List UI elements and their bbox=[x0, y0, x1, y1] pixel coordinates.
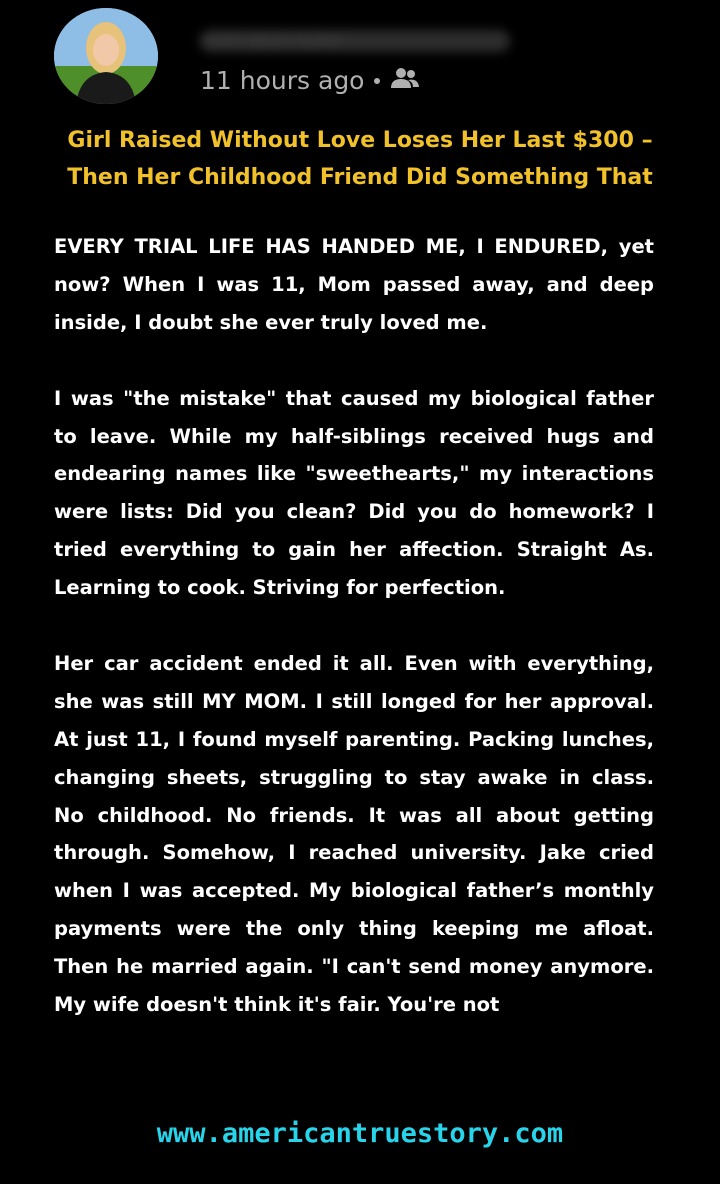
avatar[interactable] bbox=[54, 8, 158, 104]
story-paragraph: I was "the mistake" that caused my biological father to leave. While my half-siblings received hugs and endearing names like "sweethearts," my interactions were lists: Did you clean? Did you do homework? I tried everything to gain her affection. Straight As. Learning to cook. Striving for perfection. bbox=[54, 386, 654, 600]
post-meta bbox=[200, 66, 420, 95]
story-body bbox=[54, 228, 654, 1062]
website-watermark: www.americantruestory.com bbox=[156, 1118, 564, 1149]
story-paragraph: EVERY TRIAL LIFE HAS HANDED ME, I ENDURED, yet now? When I was 11, Mom passed away, and deep inside, I doubt she ever truly loved me. bbox=[54, 235, 654, 334]
post-header bbox=[54, 8, 674, 108]
story-title: Girl Raised Without Love Loses Her Last $300 – Then Her Childhood Friend Did Something That bbox=[67, 128, 653, 190]
story-paragraph: Her car accident ended it all. Even with everything, she was still MY MOM. I still longed for her approval. At just 11, I found myself parenting. Packing lunches, changing sheets, struggling to stay awake in class. No childhood. No friends. It was all about getting through. Somehow, I reached university. Jake cried when I was accepted. My biological father’s monthly payments were the only thing keeping me afloat. Then he married again. "I can't send money anymore. My wife doesn't think it's fair. You're not bbox=[54, 651, 654, 1017]
separator-dot bbox=[374, 78, 380, 84]
friends-icon bbox=[390, 66, 420, 95]
avatar-photo bbox=[54, 8, 158, 104]
author-name[interactable]: Lorem Ipsum Author bbox=[200, 30, 510, 52]
post-time[interactable]: 11 hours ago bbox=[200, 66, 365, 95]
